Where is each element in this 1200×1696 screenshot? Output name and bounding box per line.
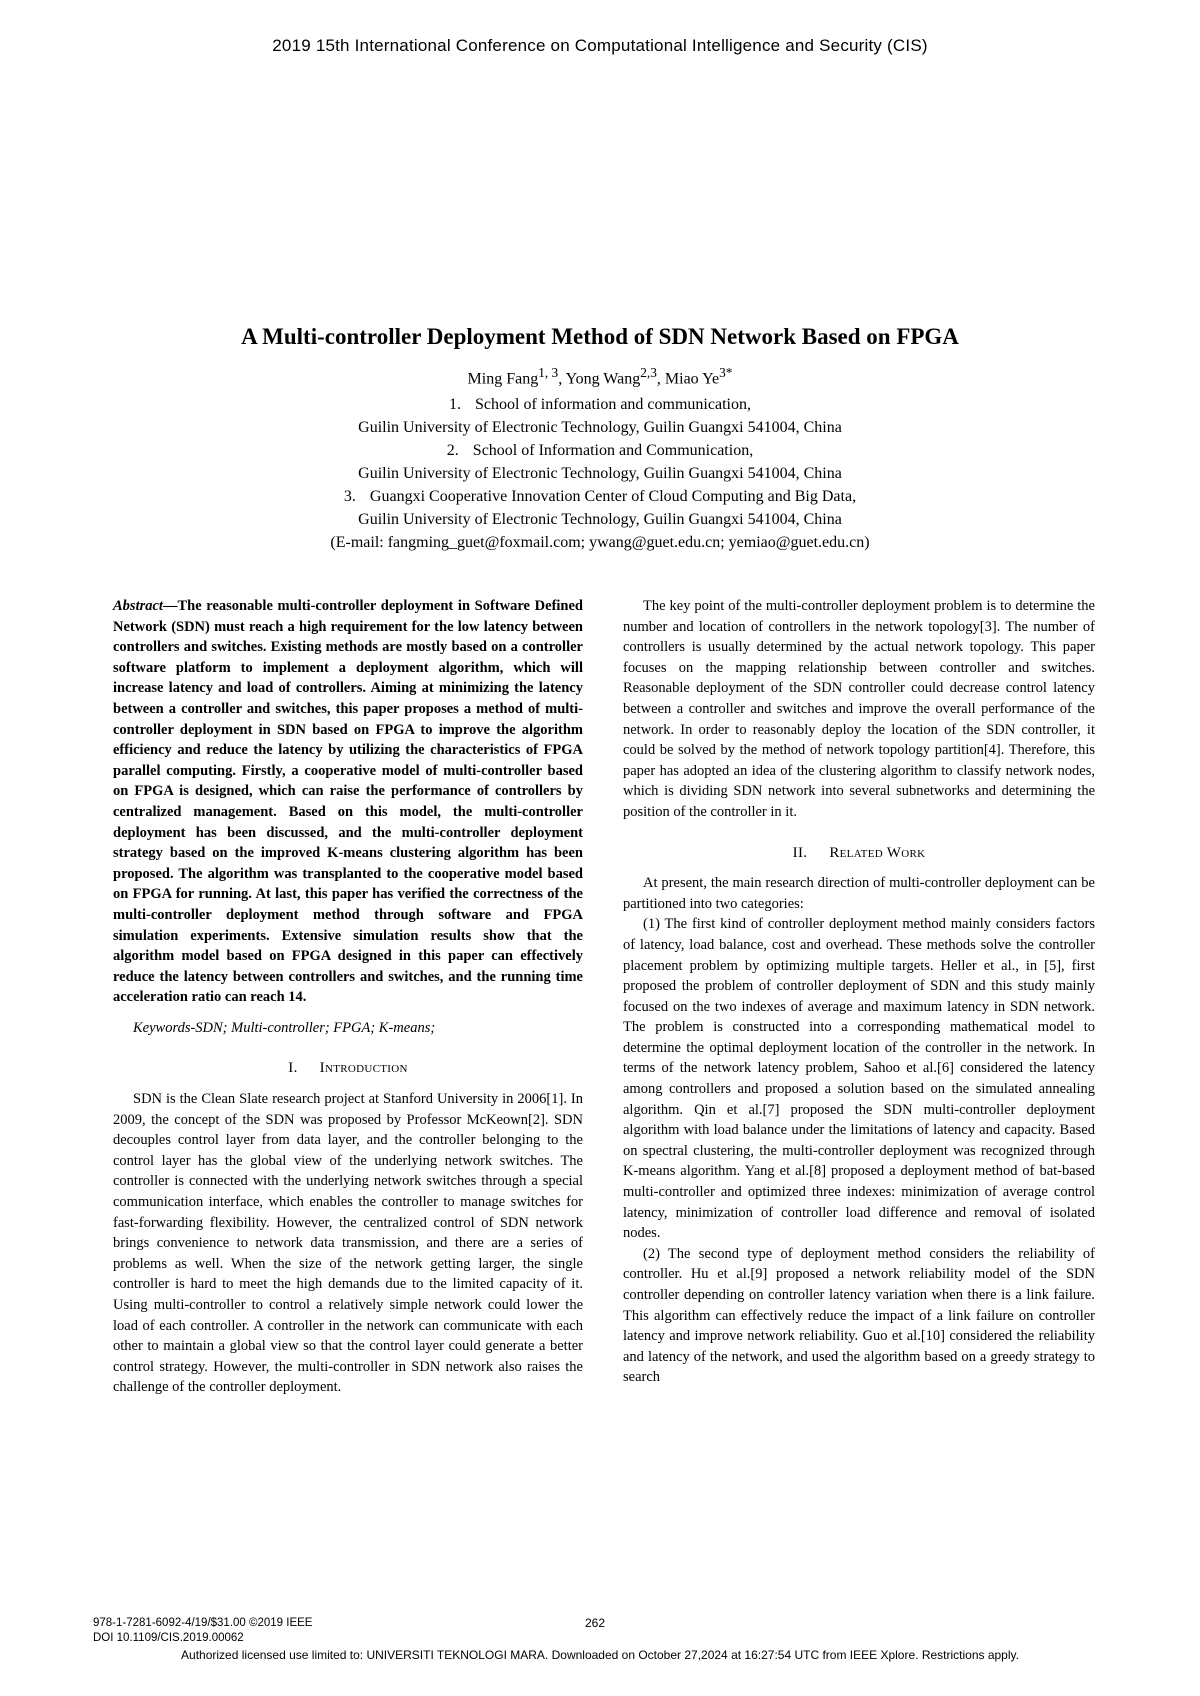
abstract-label: Abstract (113, 598, 163, 614)
affiliation-line: Guilin University of Electronic Technology, Guilin Guangxi 541004, China (358, 419, 842, 436)
author-name: Miao Ye (664, 370, 720, 388)
license-notice: Authorized licensed use limited to: UNIVERSITI TEKNOLOGI MARA. Downloaded on October 27,2024 at 16:27:54 UTC from IEEE Xplore. Restrictions apply. (181, 1648, 1019, 1662)
right-column (623, 596, 1095, 1388)
affiliation-line: Guilin University of Electronic Technology, Guilin Guangxi 541004, China (358, 465, 842, 482)
section-heading-related-work: II. Related Work (792, 844, 926, 861)
author-list: Ming Fang$^{1, 3}$, Yong Wang$^{2,3}$, Miao $Ye^{3*}$ (467, 365, 733, 388)
author-affil-sup: 1, 3 (538, 365, 559, 380)
intro-paragraph: The key point of the multi-controller deployment problem is to determine the number and location of controllers in the network topology[3]. The number of controllers is usually determined by the actual network topology. This paper focuses on the mapping relationship between controller and switches. Reasonable deployment of the SDN controller could decrease control latency between a controller and switches and improve the overall performance of the network. In order to reasonably deploy the location of the SDN controller, it could be solved by the method of network topology partition[4]. Therefore, this paper has adopted an idea of the clustering algorithm to classify network nodes, which is dividing SDN network into several subnetworks and determining the position of the controller in it. (623, 598, 1095, 820)
affiliation-line: 1. School of information and communication, (449, 396, 751, 413)
footer-doi: DOI 10.1109/CIS.2019.00062 (93, 1632, 244, 1644)
author-name: Ming Fang (467, 370, 539, 388)
related-work-paragraph: (1) The first kind of controller deployment method mainly considers factors of latency, load balance, cost and overhead. These methods solve the controller placement problem by optimizing multiple targets. Heller et al., in [5], first proposed the problem of controller deployment of SDN and this study mainly focused on the two indexes of average and maximum latency in SDN network. The problem is constructed into a corresponding mathematical model to determine the optimal deployment location of the controller in the network. In terms of the network latency problem, Sahoo et al.[6] considered the latency among controllers and proposed a solution based on the simulated annealing algorithm. Qin et al.[7] proposed the SDN multi-controller deployment algorithm with load balance under the limitations of latency and capacity. Based on spectral clustering, the multi-controller deployment was recognized through K-means algorithm. Yang et al.[8] proposed a deployment method of bat-based multi-controller and optimized three indexes: minimization of average control latency, minimization of controller load difference and removal of isolated nodes. (623, 916, 1095, 1242)
related-work-paragraph: (2) The second type of deployment method considers the reliability of controller. Hu et al.[9] proposed a network reliability model of the SDN controller depending on controller latency variation when there is a link failure. This algorithm can effectively reduce the impact of a link failure on controller latency and improve network reliability. Guo et al.[10] considered the reliability and latency of the network, and used the algorithm based on a greedy strategy to search (623, 1245, 1095, 1386)
keywords: Keywords-SDN; Multi-controller; FPGA; K-means; (133, 1019, 436, 1036)
affiliations (0, 393, 1200, 554)
left-column (113, 596, 583, 1398)
affiliation-line: 3. Guangxi Cooperative Innovation Center of Cloud Computing and Big Data, (343, 488, 857, 505)
section-heading-introduction: I. Introduction (288, 1060, 408, 1077)
related-work-paragraph: At present, the main research direction of multi-controller deployment can be partitioned into two categories: (623, 875, 1095, 912)
paper-title: A Multi-controller Deployment Method of SDN Network Based on FPGA (241, 324, 959, 349)
affiliation-line: 2. School of Information and Communication, (446, 442, 754, 459)
author-name: Yong Wang (565, 370, 641, 388)
abstract: Abstract—The reasonable multi-controller deployment in Software Defined Network (SDN) must reach a high requirement for the low latency between controllers and switches. Existing methods are mostly based on a controller software platform to implement a deployment algorithm, which will increase latency and load of controllers. Aiming at minimizing the latency between a controller and switches, this paper proposes a method of multi-controller deployment in SDN based on FPGA to improve the algorithm efficiency and reduce the latency by utilizing the characteristics of FPGA parallel computing. Firstly, a cooperative model of multi-controller based on FPGA is designed, which can raise the performance of controllers by centralized management. Based on this model, the multi-controller deployment has been discussed, and the multi-controller deployment strategy based on the improved K-means clustering algorithm has been proposed. The algorithm was transplanted to the cooperative model based on FPGA for running. At last, this paper has verified the correctness of the multi-controller deployment method through software and FPGA simulation experiments. Extensive simulation results show that the algorithm model based on FPGA designed in this paper can effectively reduce the latency between controllers and switches, and the running time acceleration ratio can reach 14. (113, 598, 583, 1006)
footer-isbn: 978-1-7281-6092-4/19/$31.00 ©2019 IEEE (93, 1617, 313, 1629)
author-emails: (E-mail: fangming_guet@foxmail.com; ywang@guet.edu.cn; yemiao@guet.edu.cn) (330, 534, 870, 551)
page-number: 262 (585, 1616, 606, 1630)
footer-publication-info (93, 1616, 312, 1646)
author-affil-sup: 2,3 (640, 365, 657, 380)
abstract-text: The reasonable multi-controller deployment in Software Defined Network (SDN) must reach a high requirement for the low latency between controllers and switches. Existing methods are mostly based on a controller software platform to implement a deployment algorithm, which will increase latency and load of controllers. Aiming at minimizing the latency between a controller and switches, this paper proposes a method of multi-controller deployment in SDN based on FPGA to improve the algorithm efficiency and reduce the latency by utilizing the characteristics of FPGA parallel computing. Firstly, a cooperative model of multi-controller based on FPGA is designed, which can raise the performance of controllers by centralized management. Based on this model, the multi-controller deployment has been discussed, and the multi-controller deployment strategy based on the improved K-means clustering algorithm has been proposed. The algorithm was transplanted to the cooperative model based on FPGA for running. At last, this paper has verified the correctness of the multi-controller deployment method through software and FPGA simulation experiments. Extensive simulation results show that the algorithm model based on FPGA designed in this paper can effectively reduce the latency between controllers and switches, and the running time acceleration ratio can reach 14. (113, 598, 583, 1006)
author-affil-sup: 3* (719, 365, 733, 380)
affiliation-line: Guilin University of Electronic Technology, Guilin Guangxi 541004, China (358, 511, 842, 528)
conference-header: 2019 15th International Conference on Computational Intelligence and Security (CIS) (272, 36, 928, 55)
intro-paragraph: SDN is the Clean Slate research project at Stanford University in 2006[1]. In 2009, the concept of the SDN was proposed by Professor McKeown[2]. SDN decouples control layer from data layer, and the controller belonging to the control layer has the global view of the underlying network switches. The controller is connected with the underlying network switches through a special communication interface, which enables the controller to manage switches for fast-forwarding flexibility. However, the centralized control of SDN network brings convenience to network data transmission, and there are a series of problems as well. When the size of the network getting larger, the single controller is hard to meet the high demands due to the limited capacity of it. Using multi-controller to control a relatively simple network could lower the load of each controller. A controller in the network can communicate with each other to maintain a global view so that the control layer could generate a better control strategy. However, the multi-controller in SDN network also raises the challenge of the controller deployment. (113, 1091, 583, 1396)
